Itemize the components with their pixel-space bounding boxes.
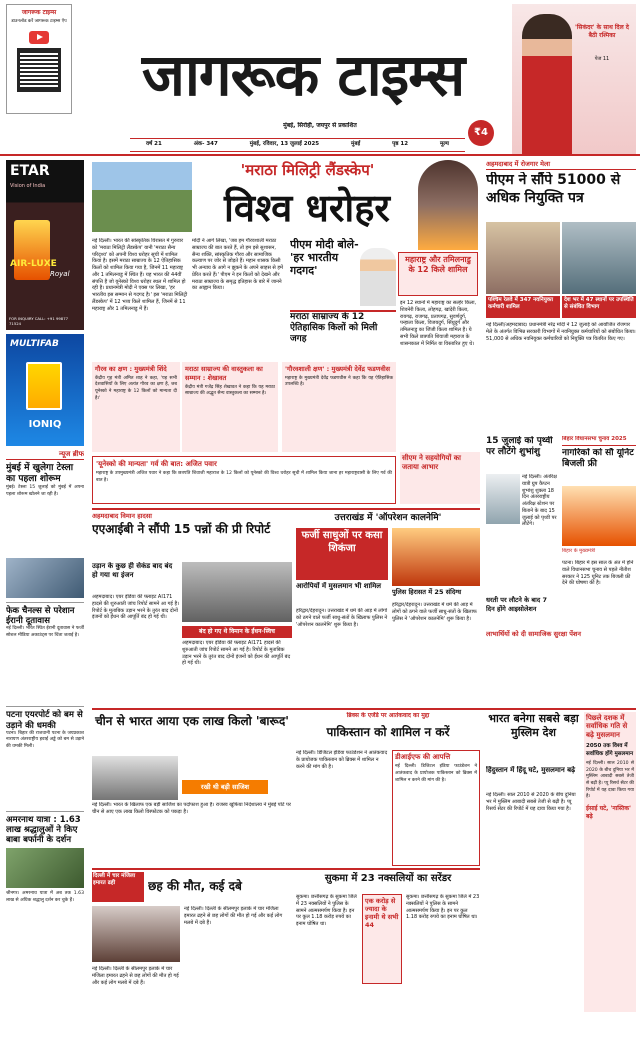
- masthead-title: जागरूक टाइम्स: [141, 41, 465, 109]
- lead-photo-fort: [92, 162, 192, 232]
- lead-body-1: नई दिल्ली। भारत की सांस्कृतिक विरासत में गुरुवार को 'मराठा मिलिट्री लैंडस्केप' यानी 'मराठा सैन्य परिदृश्य' को अपनी विश्व धरोहर सूची में शामिल किया है। इसमें मराठा साम्राज्य के 12 ऐतिहासिक किलों को शामिल किया गया है, जिनमें 11 महाराष्ट्र और 1 तमिलनाडु में स्थित हैं। यह भारत की 44वीं संपत्ति है जो यूनेस्को विश्व धरोहर स्थल में शामिल हो रही है। प्रधानमंत्री मोदी ने एक्स पर लिखा, 'हर भारतीय इस सम्मान से गदगद है।' इस 'मराठा मिलिट्री लैंडस्केप' में 12 भव्य किले शामिल हैं, जिनमें से 11 महाराष्ट्र और 1 तमिलनाडु में हैं।: [92, 238, 188, 312]
- crash-red-band: [182, 626, 292, 638]
- china-headline: चीन से भारत आया एक लाख किलो 'बारूद': [95, 714, 289, 728]
- quote-box-2-body: केंद्रीय मंत्री गजेंद्र सिंह शेखावत ने कहा कि यह मराठा साम्राज्य की अद्भुत सैन्य वास्तुकला का सम्मान है।: [185, 384, 275, 397]
- quote-box-1-head: गौरव का क्षण : मुख्यमंत्री शिंदे: [95, 365, 167, 373]
- pakistan-box: [392, 750, 480, 866]
- naxal-box-text: एक करोड़ से ज्यादा के इनामी थे सभी 44: [365, 897, 399, 930]
- right-top-headline: पीएम ने सौंपे 51000 से अधिक नियुक्ति पत्र: [486, 172, 621, 206]
- delhi-kicker-text: दिल्ली में चार मंजिला इमारत ढही: [93, 873, 136, 887]
- right-top-caption-2: [562, 296, 636, 318]
- muslims-sub: हिंदुस्तान में हिंदू घटे, मुसलमान बढ़े: [486, 766, 576, 774]
- lead-side-head-text: महाराष्ट्र और तमिलनाडु के 12 किले शामिल: [405, 255, 471, 274]
- lead-sidebar-small-text: सीएम ने सहयोगियों का जताया आभार: [402, 454, 461, 472]
- etar-product-name: AIR-LUXE: [10, 259, 57, 269]
- muslims-box-head: पिछले दशक में सर्वाधिक गति से बढ़े मुसलमान: [586, 714, 628, 739]
- china-tag: [182, 780, 268, 794]
- delhi-body-2: नई दिल्ली। दिल्ली के सीलमपुर इलाके में चार मंजिला इमारत ढहने से छह लोगों की मौत हो गई और कई लोग मलबे में दबे हैं।: [184, 906, 283, 926]
- lower-divider: [92, 708, 636, 710]
- app-brand: जागरूक टाइम्स: [21, 9, 57, 16]
- celebrity-text: 'सिकंदर' के साथ दिल दे बैठी रश्मिका: [575, 24, 629, 40]
- masthead-tagline: मुंबई, सिरोही, जयपुर से प्रकाशित: [283, 122, 357, 129]
- brief-headline-amarnath: अमरनाथ यात्रा : 1.63 लाख श्रद्धालुओं ने किए बाबा बर्फानी के दर्शन: [6, 811, 84, 846]
- info-city: मुंबई: [351, 141, 361, 148]
- bihar-photo: [562, 486, 636, 546]
- brief-photo-tesla: [6, 558, 84, 598]
- middle-divider: [92, 508, 480, 510]
- battery-icon: [26, 362, 62, 410]
- right-top-photo-1: [486, 222, 560, 294]
- modi-photo: [360, 248, 396, 306]
- shivaji-portrait: [418, 160, 478, 250]
- brief-body-amarnath: श्रीनगर। अमरनाथ यात्रा में अब तक 1.63 लाख से अधिक श्रद्धालु दर्शन कर चुके हैं।: [6, 891, 84, 903]
- etar-subtitle: Vision of India: [10, 182, 46, 189]
- etar-title: ETAR: [10, 163, 50, 179]
- info-pages: पृष्ठ 12: [392, 141, 409, 148]
- naxal-body-2: सुकमा। छत्तीसगढ़ के सुकमा जिले में 23 नक्सलियों ने पुलिस के सामने आत्मसमर्पण किया है। इन पर कुल 1.18 करोड़ रुपये का इनाम घोषित था।: [406, 894, 480, 921]
- shubhanshu-body: नई दिल्ली। अंतरिक्ष यात्री ग्रुप कैप्टन शुभांशु शुक्ला 18 दिन अंतरराष्ट्रीय अंतरिक्ष स्टेशन पर बिताने के बाद 15 जुलाई को पृथ्वी पर लौटेंगे।: [522, 474, 557, 528]
- china-tag-text: रखी थी बड़ी साजिश: [200, 783, 250, 791]
- lead-body-3: इन 12 स्थानों में महाराष्ट्र का सल्हेर किला, शिवनेरी किला, लोहगढ़, खांदेरी किला, रायगढ़, राजगढ़, प्रतापगढ़, सुवर्णदुर्ग, पन्हाला किला, विजयदुर्ग, सिंधुदुर्ग और तमिलनाडु का जिंजी किला शामिल है। ये सभी किले छत्रपति शिवाजी महाराज के शासनकाल में निर्मित या विस्तारित हुए थे।: [400, 300, 477, 347]
- bihar-caption: बिहार के मुख्यमंत्री: [562, 548, 596, 554]
- naxal-body: सुकमा। छत्तीसगढ़ के सुकमा जिले में 23 नक्सलियों ने पुलिस के सामने आत्मसमर्पण किया है। इन पर कुल 1.18 करोड़ रुपये का इनाम घोषित था।: [296, 894, 357, 927]
- delhi-photo: [92, 906, 180, 962]
- lead-headline: विश्व धरोहर: [224, 185, 390, 230]
- pakistan-box-head: डीआईएफ की आपत्ति: [395, 753, 451, 761]
- muslims-box-foot: ईसाई घटे, 'नास्तिक' बढ़े: [586, 804, 632, 821]
- brief-body-tesla: मुंबई। टेस्ला 15 जुलाई को मुंबई में अपना पहला शोरूम खोलने जा रही है।: [6, 485, 84, 497]
- quote-box-3-body: महाराष्ट्र के मुख्यमंत्री देवेंद्र फडणवीस ने कहा कि यह ऐतिहासिक उपलब्धि है।: [285, 375, 393, 388]
- celebrity-teaser[interactable]: [512, 4, 636, 154]
- crash-body: अहमदाबाद। एयर इंडिया की फ्लाइट AI171 हादसे की शुरुआती जांच रिपोर्ट सामने आ गई है। रिपोर्ट के मुताबिक उड़ान भरने के तुरंत बाद दोनों इंजनों को ईंधन की आपूर्ति बंद हो गई थी।: [92, 594, 180, 621]
- info-price-label: मूल्य: [440, 141, 449, 148]
- lead-sub-head-text: मराठा साम्राज्य के 12 ऐतिहासिक किलों को मिली जगह: [290, 312, 378, 344]
- lead-sidebar-small: [400, 452, 480, 504]
- quote-box-2: [182, 362, 278, 452]
- bihar-kicker: बिहार विधानसभा चुनाव 2025: [562, 436, 636, 446]
- info-issue: अंक- 347: [193, 141, 218, 148]
- uttarakhand-sub: आरोपियों में मुसलमान भी शामिल: [296, 582, 382, 590]
- right-top-body: नई दिल्ली/अहमदाबाद। प्रधानमंत्री नरेंद्र मोदी ने 12 जुलाई को आयोजित रोजगार मेले के अंतर्गत विभिन्न सरकारी विभागों में नवनियुक्त कर्मचारियों को संबोधित किया। 51,000 से अधिक नवनियुक्त कर्मचारियों को नियुक्ति पत्र वितरित किए गए।: [486, 322, 636, 342]
- ioniq-label: IONIQ: [28, 419, 62, 431]
- right-top-photo-2: [562, 222, 636, 294]
- right-top-caption-1: [486, 296, 560, 318]
- pakistan-headline: पाकिस्तान को शामिल न करें: [326, 725, 450, 739]
- uttarakhand-headline: फर्जी साधुओं पर कसा शिकंजा: [301, 530, 383, 554]
- celebrity-photo: [522, 14, 572, 154]
- naxal-headline: सुकमा में 23 नक्सलियों का सरेंडर: [324, 873, 452, 884]
- uttarakhand-photo-cap: पुलिस हिरासत में 25 संदिग्ध: [392, 588, 462, 596]
- bottom-quote-head: 'यूनेस्को की मान्यता' गर्व की बात: अजित पवार: [96, 460, 217, 468]
- bottom-quote-body: महाराष्ट्र के उपमुख्यमंत्री अजित पवार ने कहा कि छत्रपति शिवाजी महाराज के 12 किलों को यूनेस्को की विश्व धरोहर सूची में शामिल किया जाना हर महाराष्ट्रवासी के लिए गर्व की बात है।: [96, 471, 392, 484]
- pakistan-box-body: नई दिल्ली। डिजिटल इंडिया फाउंडेशन ने आतंकवाद के प्रायोजक पाकिस्तान को ब्रिक्स में शामिल न करने की मांग की है।: [395, 764, 477, 783]
- pm-quote: [290, 238, 360, 308]
- bihar-headline: नागरिकों को सौ यूनिट बिजली फ्री: [562, 448, 634, 469]
- brief-body-iran: नई दिल्ली। भारत स्थित ईरानी दूतावास ने फर्जी सोशल मीडिया अकाउंट्स पर चिंता जताई है।: [6, 626, 84, 639]
- uttarakhand-kicker: उत्तराखंड में 'ऑपरेशन कालनेमि': [334, 513, 442, 523]
- right-top-caption-1-text: पश्चिम रेलवे में 347 नवनियुक्त कर्मचारी शामिल: [488, 297, 553, 311]
- brief-body-patna: पटना। बिहार की राजधानी पटना के जयप्रकाश नारायण अंतरराष्ट्रीय हवाई अड्डे को बम से उड़ाने की धमकी मिली।: [6, 730, 84, 750]
- lead-side-head: [398, 252, 478, 296]
- brief-tag: न्यूज ब्रीफ: [6, 450, 84, 460]
- qr-code-icon[interactable]: [17, 48, 61, 92]
- uttarakhand-body: हरिद्वार/देहरादून। उत्तराखंड में धर्म की आड़ में लोगों को ठगने वाले फर्जी साधु-संतों के खिलाफ पुलिस ने 'ऑपरेशन कालनेमि' शुरू किया है।: [296, 608, 388, 628]
- info-bar: [130, 138, 465, 152]
- crash-photo: [182, 562, 292, 622]
- app-promo: [6, 4, 72, 114]
- quote-box-1: [92, 362, 180, 452]
- muslims-box-body: नई दिल्ली। साल 2010 से 2020 के बीच दुनिया भर में मुस्लिम आबादी सबसे तेजी से बढ़ी है। प्यू रिसर्च सेंटर की रिपोर्ट में यह दावा किया गया है।: [586, 761, 634, 800]
- etar-contact: FOR INQUIRY CALL: +91 99877 71524: [9, 315, 69, 326]
- muslims-box-sub: 2050 तक विश्व में सर्वाधिक होंगे मुसलमान: [586, 743, 634, 757]
- youtube-icon: [29, 31, 49, 44]
- uttarakhand-body-2: हरिद्वार/देहरादून। उत्तराखंड में धर्म की आड़ में लोगों को ठगने वाले फर्जी साधु-संतों के खिलाफ पुलिस ने 'ऑपरेशन कालनेमि' शुरू किया है।: [392, 602, 477, 622]
- pakistan-kicker: ब्रिक्स के एजेंडे पर आतंकवाद का मुद्दा: [346, 712, 430, 719]
- lead-body-2: मोदी ने आगे लिखा, 'जब हम गौरवशाली मराठा साम्राज्य की बात करते हैं, तो हम इसे सुशासन, सैन्य शक्ति, सांस्कृतिक गौरव और सामाजिक कल्याण पर जोर से जोड़ते हैं। महान शासक किसी भी अन्याय के आगे न झुकने के अपने साहस से हमें प्रेरित करते हैं।' पीएम ने इन किलों को देखने और मराठा साम्राज्य के समृद्ध इतिहास के बारे में जानने का आह्वान किया।: [192, 238, 284, 292]
- brief-headline-patna: पटना एयरपोर्ट को बम से उड़ाने की धमकी: [6, 706, 84, 730]
- masthead-divider: [0, 154, 640, 156]
- right-top-caption-2-text: देश भर में 47 स्थानों पर उपस्थिति से संबंधित विभाग: [564, 297, 634, 311]
- price-badge: [468, 120, 494, 146]
- lead-kicker: 'मराठा मिलिट्री लैंडस्केप': [240, 161, 375, 179]
- crash-headline: एएआईबी ने सौंपी 15 पन्नों की प्री रिपोर्ट: [92, 522, 271, 536]
- etar-product-sub: Royal: [50, 270, 70, 278]
- info-date: मुंबई, रविवार, 13 जुलाई 2025: [249, 141, 320, 148]
- delhi-kicker: [92, 872, 144, 902]
- crash-sub: उड़ान के कुछ ही सेकंड बाद बंद हो गया था इंजन: [92, 562, 173, 580]
- brief-headline-iran: फेक चैनल्स से परेशान ईरानी दूतावास: [6, 602, 84, 626]
- bottom-quote: [92, 456, 396, 504]
- pm-quote-text: पीएम मोदी बोले- 'हर भारतीय गदगद': [290, 238, 359, 278]
- etar-ad[interactable]: [6, 160, 84, 330]
- bihar-subhead: लाभार्थियों को दी सामाजिक सुरक्षा पेंशन: [486, 630, 582, 638]
- price-value: ₹4: [474, 127, 488, 138]
- info-year: वर्ष 21: [145, 141, 162, 148]
- delhi-body: नई दिल्ली। दिल्ली के सीलमपुर इलाके में चार मंजिला इमारत ढहने से छह लोगों की मौत हो गई और कई लोग मलबे में दबे हैं।: [92, 966, 179, 986]
- naxal-box: [362, 894, 402, 984]
- multifab-ad[interactable]: [6, 334, 84, 446]
- multifab-title: MULTIFAB: [10, 339, 59, 349]
- muslims-headline-main: भारत बनेगा सबसे बड़ा मुस्लिम देश: [488, 712, 579, 739]
- pakistan-body: नई दिल्ली। डिजिटल इंडिया फाउंडेशन ने आतंकवाद के प्रायोजक पाकिस्तान को ब्रिक्स में शामिल न करने की मांग की है।: [296, 750, 388, 770]
- app-promo-text: डाउनलोड करें जागरूक टाइम्स ऐप: [11, 19, 67, 25]
- brief-headline-tesla: मुंबई में खुलेगा टेस्ला का पहला शोरूम: [6, 463, 74, 485]
- uttarakhand-headline-box: [296, 528, 388, 580]
- right-top-kicker: अहमदाबाद में रोजगार मेला: [486, 160, 636, 170]
- delhi-headline: छह की मौत, कई दबे: [148, 879, 242, 893]
- quote-box-1-body: केंद्रीय गृह मंत्री अमित शाह ने कहा, 'यह सभी देशवासियों के लिए अत्यंत गौरव का क्षण है, जब यूनेस्को ने महाराष्ट्र के 12 किलों को मान्यता दी है।': [95, 375, 177, 401]
- lead-sub-head: [290, 310, 396, 360]
- crash-red-band-text: बंद हो गए थे विमान के ईंधन-स्विच: [199, 628, 275, 635]
- quote-box-2-head: मराठा साम्राज्य की वास्तुकला का सम्मान : शेखावत: [185, 365, 263, 382]
- etar-product-box: [14, 220, 50, 280]
- shubhanshu-headline: 15 जुलाई को पृथ्वी पर लौटेंगे शुभांशु: [486, 436, 553, 457]
- muslims-box: [584, 712, 636, 1012]
- crash-kicker: अहमदाबाद विमान हादसा: [92, 512, 152, 520]
- china-photo: [92, 756, 178, 800]
- shubhanshu-subhead: धरती पर लौटने के बाद 7 दिन होंगे आइसोलेशन: [486, 596, 548, 613]
- quote-box-3: [282, 362, 396, 452]
- uttarakhand-photo: [392, 528, 480, 586]
- quote-box-3-head: 'गौरवशाली क्षण' : मुख्यमंत्री देवेंद्र फडणवीस: [285, 365, 391, 373]
- china-body: नई दिल्ली। भारत के खिलाफ एक बड़ी साजिश का पर्दाफाश हुआ है। राजस्व खुफिया निदेशालय ने मुंबई पोर्ट पर चीन से आए एक लाख किलो विस्फोटक को पकड़ा है।: [92, 802, 291, 815]
- bihar-body: पटना। बिहार में इस साल के अंत में होने वाले विधानसभा चुनाव से पहले नीतीश सरकार ने 125 यूनिट तक बिजली फ्री देने की घोषणा की है।: [562, 560, 634, 587]
- shubhanshu-photo: [486, 474, 520, 524]
- crash-body-2: अहमदाबाद। एयर इंडिया की फ्लाइट AI171 हादसे की शुरुआती जांच रिपोर्ट सामने आ गई है। रिपोर्ट के मुताबिक उड़ान भरने के तुरंत बाद दोनों इंजनों को ईंधन की आपूर्ति बंद हो गई थी।: [182, 640, 291, 667]
- celebrity-page: पेज 11: [594, 56, 610, 62]
- brief-column: [6, 450, 84, 1034]
- muslims-body: नई दिल्ली। साल 2010 से 2020 के बीच दुनिया भर में मुस्लिम आबादी सबसे तेजी से बढ़ी है। प्यू रिसर्च सेंटर की रिपोर्ट में यह दावा किया गया है।: [486, 792, 576, 812]
- brief-photo-amarnath: [6, 848, 84, 888]
- bottom-divider: [92, 868, 480, 870]
